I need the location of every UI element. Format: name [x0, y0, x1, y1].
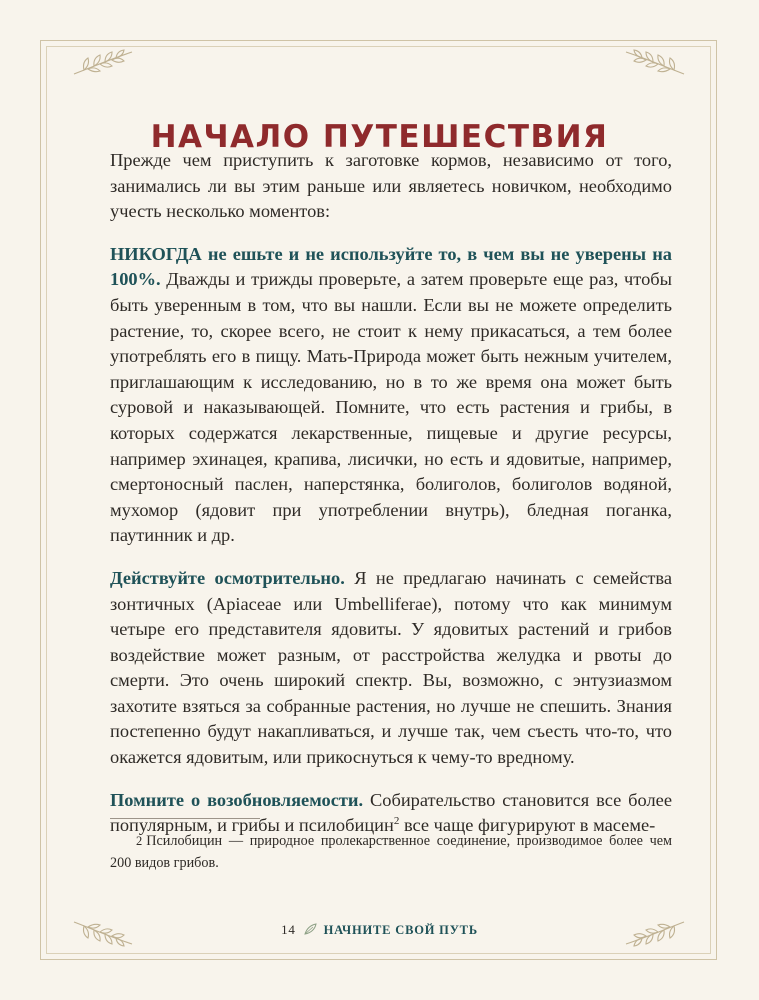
section-title: НАЧНИТЕ СВОЙ ПУТЬ	[323, 923, 478, 937]
footnote-reference[interactable]: 2	[393, 815, 400, 828]
sprig-ornament-icon	[622, 44, 688, 80]
footnote-divider	[110, 818, 260, 819]
paragraph-text: Я не предлагаю начинать с семейства зонтичных (Apiaceae или Umbelliferae), потому что как минимум четыре его представителя ядовиты. У ядовитых растений и грибов воздействие может разным, от расстройства желудка и рвоты до смерти. Это очень широкий спектр. Вы, возможно, с энтузиазмом захотите взяться за собранные растения, но лучше не спешить. Знания постепенно будут накапливаться, и лучше так, чем съесть что-то, что окажется ядовитым, или прикоснуться к чему-то вредному.	[110, 567, 672, 768]
paragraph-text: Дважды и трижды проверьте, а затем проверьте еще раз, чтобы быть уверенным в том, что вы нашли. Если вы не можете определить растение, то, скорее всего, не стоит к нему прикасаться, а тем более употреблять его в пищу. Мать-Природа может быть нежным учителем, приглашающим к исследованию, но в то же время она может быть суровой и наказывающей. Помните, что есть растения и грибы, в которых содержатся лекарственные, пищевые и другие ресурсы, например эхинацея, крапива, лисички, но есть и ядовитые, например, смертоносный паслен, наперстянка, болиголов, болиголов водяной, мухомор (ядовит при употреблении внутрь), бледная поганка, паутинник и др.	[110, 269, 672, 546]
footnote-number: 2	[136, 834, 143, 848]
leaf-icon	[303, 923, 317, 935]
page-number: 14	[281, 922, 296, 937]
paragraph-lead: Действуйте осмотрительно.	[110, 567, 345, 588]
intro-paragraph: Прежде чем приступить к заготовке кормов, независимо от того, занимались ли вы этим раньше или являетесь новичком, необходимо учесть несколько моментов:	[110, 150, 672, 222]
paragraph-act-carefully	[110, 566, 672, 771]
paragraph-text: Собирательство становится все более популярным, и грибы и псилобицин	[110, 789, 672, 836]
page-footer	[0, 922, 759, 938]
page-title: НАЧАЛО ПУТЕШЕСТВИЯ	[150, 118, 609, 155]
sprig-ornament-icon	[70, 44, 136, 80]
body-text	[110, 148, 672, 856]
paragraph-lead: Помните о возобновляемости.	[110, 789, 364, 810]
footnote-text: Псилобицин — природное пролекарственное соединение, производимое более чем 200 видов грибов.	[110, 833, 672, 871]
paragraph-text: все чаще фигурируют в масеме-	[399, 815, 656, 836]
paragraph-lead: НИКОГДА не ешьте и не используйте то, в чем вы не уверены на 100%.	[110, 243, 672, 290]
paragraph-never-eat	[110, 242, 672, 549]
footnote	[110, 830, 672, 874]
